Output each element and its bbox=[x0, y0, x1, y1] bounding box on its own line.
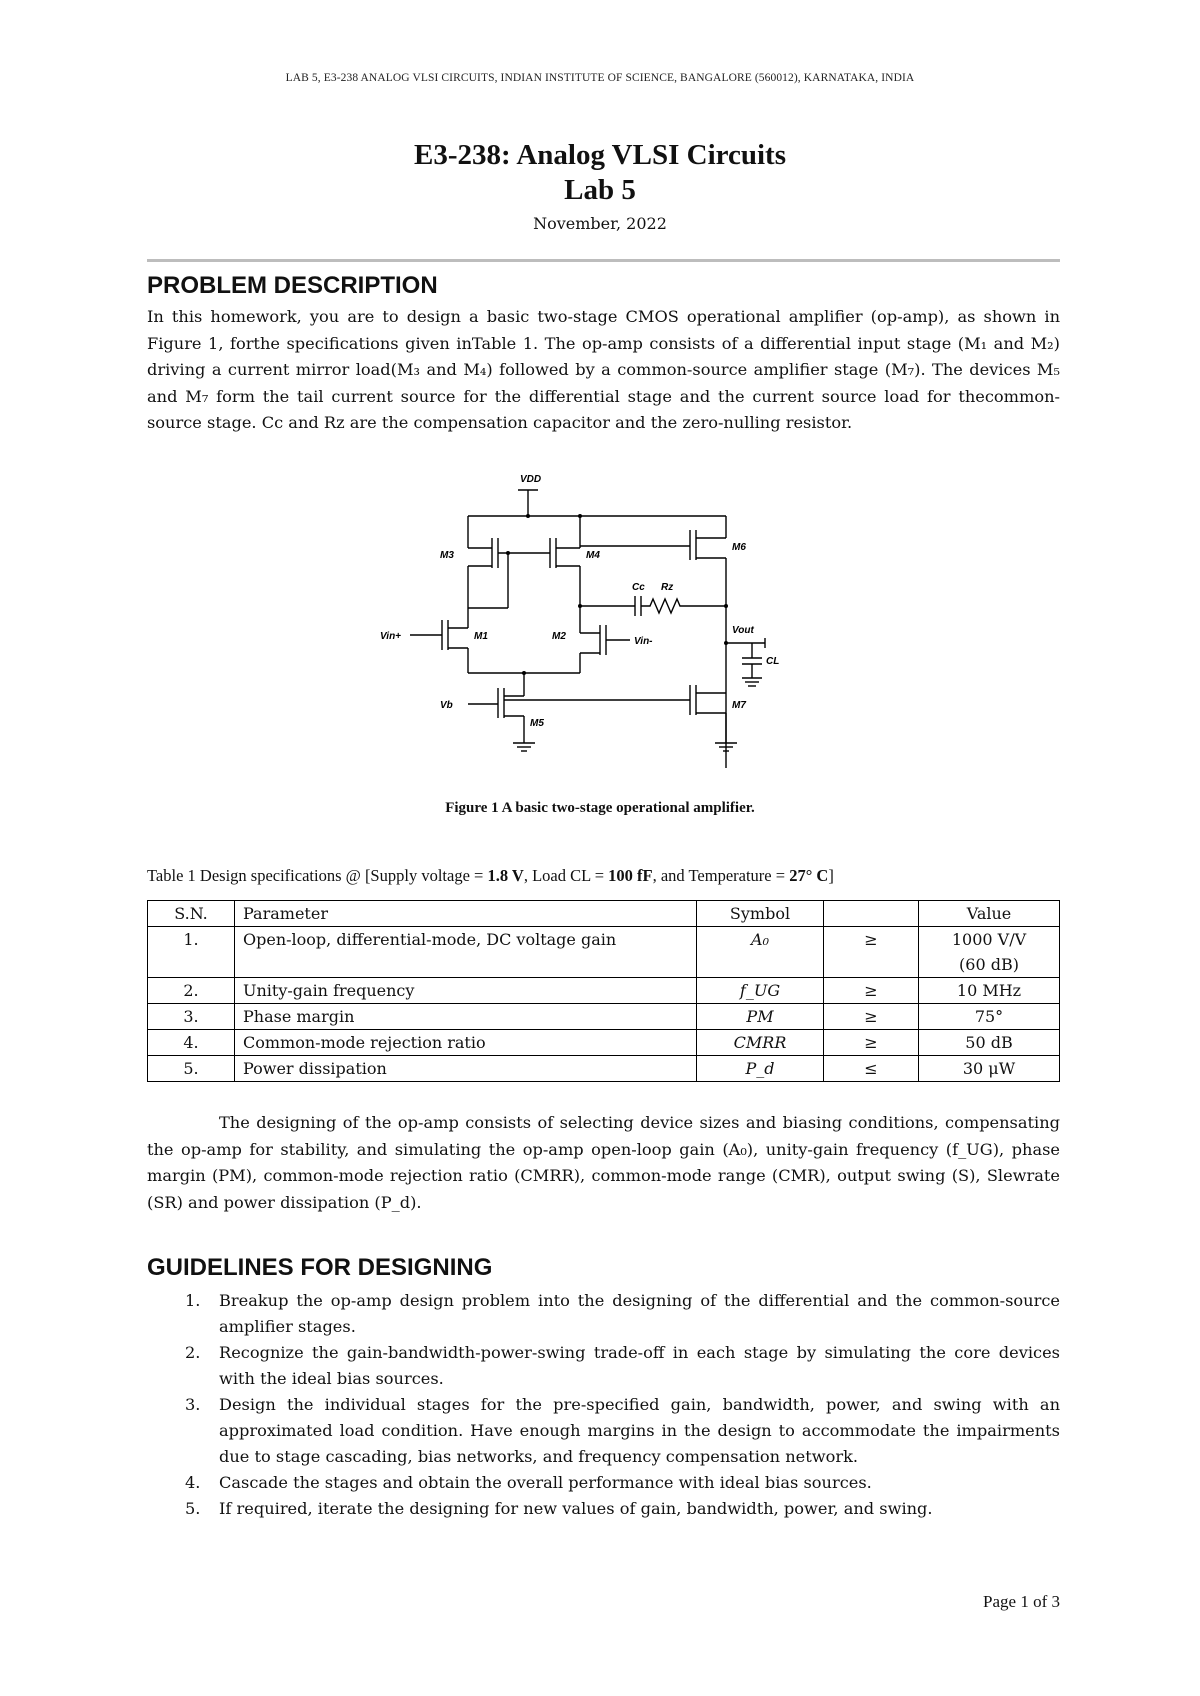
opamp-schematic bbox=[380, 468, 800, 788]
document-subtitle: Lab 5 bbox=[564, 174, 636, 206]
table-header-row bbox=[148, 901, 1060, 927]
cell-parameter: Unity-gain frequency bbox=[235, 978, 697, 1004]
cell-symbol: f_UG bbox=[697, 978, 824, 1004]
table-row bbox=[148, 927, 1060, 978]
header-parameter: Parameter bbox=[235, 901, 697, 927]
cell-relation: ≥ bbox=[824, 927, 919, 978]
label-vdd: VDD bbox=[520, 474, 542, 485]
table-row bbox=[148, 978, 1060, 1004]
list-item-number: 1. bbox=[185, 1291, 201, 1310]
table-caption-suffix: ] bbox=[828, 866, 834, 885]
label-cc: Cc bbox=[632, 582, 645, 593]
cell-relation: ≥ bbox=[824, 1004, 919, 1030]
cell-symbol: PM bbox=[697, 1004, 824, 1030]
label-m3: M3 bbox=[440, 550, 454, 561]
cell-value: 50 dB bbox=[919, 1030, 1060, 1056]
label-vout: Vout bbox=[732, 625, 754, 636]
list-item bbox=[147, 1340, 1060, 1392]
cell-parameter: Common-mode rejection ratio bbox=[235, 1030, 697, 1056]
list-item bbox=[147, 1470, 1060, 1496]
cell-value bbox=[919, 927, 1060, 978]
problem-section bbox=[147, 272, 1060, 437]
running-header: LAB 5, E3-238 ANALOG VLSI CIRCUITS, INDIAN INSTITUTE OF SCIENCE, BANGALORE (560012), KARNATAKA, INDIA bbox=[285, 72, 915, 84]
table-caption-mid2: , and Temperature = bbox=[652, 866, 790, 885]
cell-relation: ≥ bbox=[824, 978, 919, 1004]
label-m1: M1 bbox=[474, 631, 488, 642]
list-item-text: Recognize the gain-bandwidth-power-swing trade-off in each stage by simulating the core devices with the ideal bias sources. bbox=[219, 1343, 1060, 1388]
figure-caption: Figure 1 A basic two-stage operational amplifier. bbox=[445, 800, 755, 816]
table-caption-prefix: Table 1 Design specifications @ [Supply voltage = bbox=[147, 866, 488, 885]
list-item-number: 2. bbox=[185, 1343, 201, 1362]
list-item bbox=[147, 1496, 1060, 1522]
cell-value: 30 μW bbox=[919, 1056, 1060, 1082]
document-title: E3-238: Analog VLSI Circuits bbox=[414, 139, 786, 171]
cell-symbol: CMRR bbox=[697, 1030, 824, 1056]
cell-sn: 1. bbox=[148, 927, 235, 978]
list-item-number: 3. bbox=[185, 1395, 201, 1414]
list-item-number: 4. bbox=[185, 1473, 201, 1492]
list-item-text: Design the individual stages for the pre-specified gain, bandwidth, power, and swing with an approximated load condition. Have enough margins in the design to accommodate the impairments due to stage cascading, bias networks, and frequency compensation network. bbox=[219, 1395, 1060, 1466]
title-block bbox=[0, 138, 1200, 233]
list-item bbox=[147, 1392, 1060, 1470]
cell-symbol: A₀ bbox=[697, 927, 824, 978]
cell-relation: ≤ bbox=[824, 1056, 919, 1082]
spec-table bbox=[147, 900, 1060, 1082]
list-item-number: 5. bbox=[185, 1499, 201, 1518]
label-m7: M7 bbox=[732, 700, 746, 711]
cell-sn: 5. bbox=[148, 1056, 235, 1082]
table-row bbox=[148, 1056, 1060, 1082]
table-caption-supply: 1.8 V bbox=[487, 866, 524, 885]
list-item-text: Cascade the stages and obtain the overall performance with ideal bias sources. bbox=[219, 1473, 872, 1492]
cell-parameter: Phase margin bbox=[235, 1004, 697, 1030]
header-relation bbox=[824, 901, 919, 927]
label-vin1: Vin+ bbox=[380, 631, 402, 642]
guidelines-heading: GUIDELINES FOR DESIGNING bbox=[147, 1254, 493, 1281]
header-value: Value bbox=[919, 901, 1060, 927]
guidelines-list bbox=[147, 1288, 1060, 1522]
list-item bbox=[147, 1288, 1060, 1340]
cell-value: 75° bbox=[919, 1004, 1060, 1030]
cell-value-line2: (60 dB) bbox=[959, 955, 1019, 974]
header-symbol: Symbol bbox=[697, 901, 824, 927]
cell-relation: ≥ bbox=[824, 1030, 919, 1056]
list-item-text: Breakup the op-amp design problem into the designing of the differential and the common-source amplifier stages. bbox=[219, 1291, 1060, 1336]
label-m2: M2 bbox=[552, 631, 566, 642]
label-m6: M6 bbox=[732, 542, 746, 553]
label-vb: Vb bbox=[440, 700, 453, 711]
guidelines-section bbox=[147, 1254, 1060, 1522]
table-row bbox=[148, 1004, 1060, 1030]
cell-symbol: P_d bbox=[697, 1056, 824, 1082]
cell-sn: 2. bbox=[148, 978, 235, 1004]
design-paragraph: The designing of the op-amp consists of selecting device sizes and biasing conditions, compensating the op-amp for stability, and simulating the op-amp open-loop gain (A₀), unity-gain frequency (f_UG), phase margin (PM), common-mode rejection ratio (CMRR), common-mode range (CMR), output swing (S), Slewrate (SR) and power dissipation (P_d). bbox=[147, 1113, 1060, 1212]
table-caption-load: 100 fF bbox=[608, 866, 653, 885]
title-divider bbox=[147, 259, 1060, 262]
table-caption-mid1: , Load CL = bbox=[523, 866, 609, 885]
table-row bbox=[148, 1030, 1060, 1056]
header-sn: S.N. bbox=[148, 901, 235, 927]
table-caption bbox=[147, 866, 834, 886]
label-m4: M4 bbox=[586, 550, 600, 561]
cell-parameter: Power dissipation bbox=[235, 1056, 697, 1082]
cell-sn: 4. bbox=[148, 1030, 235, 1056]
problem-heading: PROBLEM DESCRIPTION bbox=[147, 272, 438, 299]
page-number: Page 1 of 3 bbox=[983, 1592, 1060, 1611]
cell-value-line1: 1000 V/V bbox=[951, 930, 1027, 949]
design-section bbox=[147, 1110, 1060, 1216]
table-caption-temp: 27° C bbox=[789, 866, 829, 885]
document-date: November, 2022 bbox=[533, 214, 667, 233]
problem-paragraph: In this homework, you are to design a basic two-stage CMOS operational amplifier (op-amp), as shown in Figure 1, forthe specifications given inTable 1. The op-amp consists of a differential input stage (M₁ and M₂) driving a current mirror load(M₃ and M₄) followed by a common-source amplifier stage (M₇). The devices M₅ and M₇ form the tail current source for the differential stage and the current source load for thecommon- source stage. Cc and Rz are the compensation capacitor and the zero-nulling resistor. bbox=[147, 307, 1060, 432]
label-vin2: Vin- bbox=[634, 636, 653, 647]
cell-value: 10 MHz bbox=[919, 978, 1060, 1004]
label-rz: Rz bbox=[661, 582, 674, 593]
list-item-text: If required, iterate the designing for new values of gain, bandwidth, power, and swing. bbox=[219, 1499, 933, 1518]
label-m5: M5 bbox=[530, 718, 544, 729]
cell-sn: 3. bbox=[148, 1004, 235, 1030]
cell-parameter: Open-loop, differential-mode, DC voltage gain bbox=[235, 927, 697, 978]
label-cl: CL bbox=[766, 656, 780, 667]
